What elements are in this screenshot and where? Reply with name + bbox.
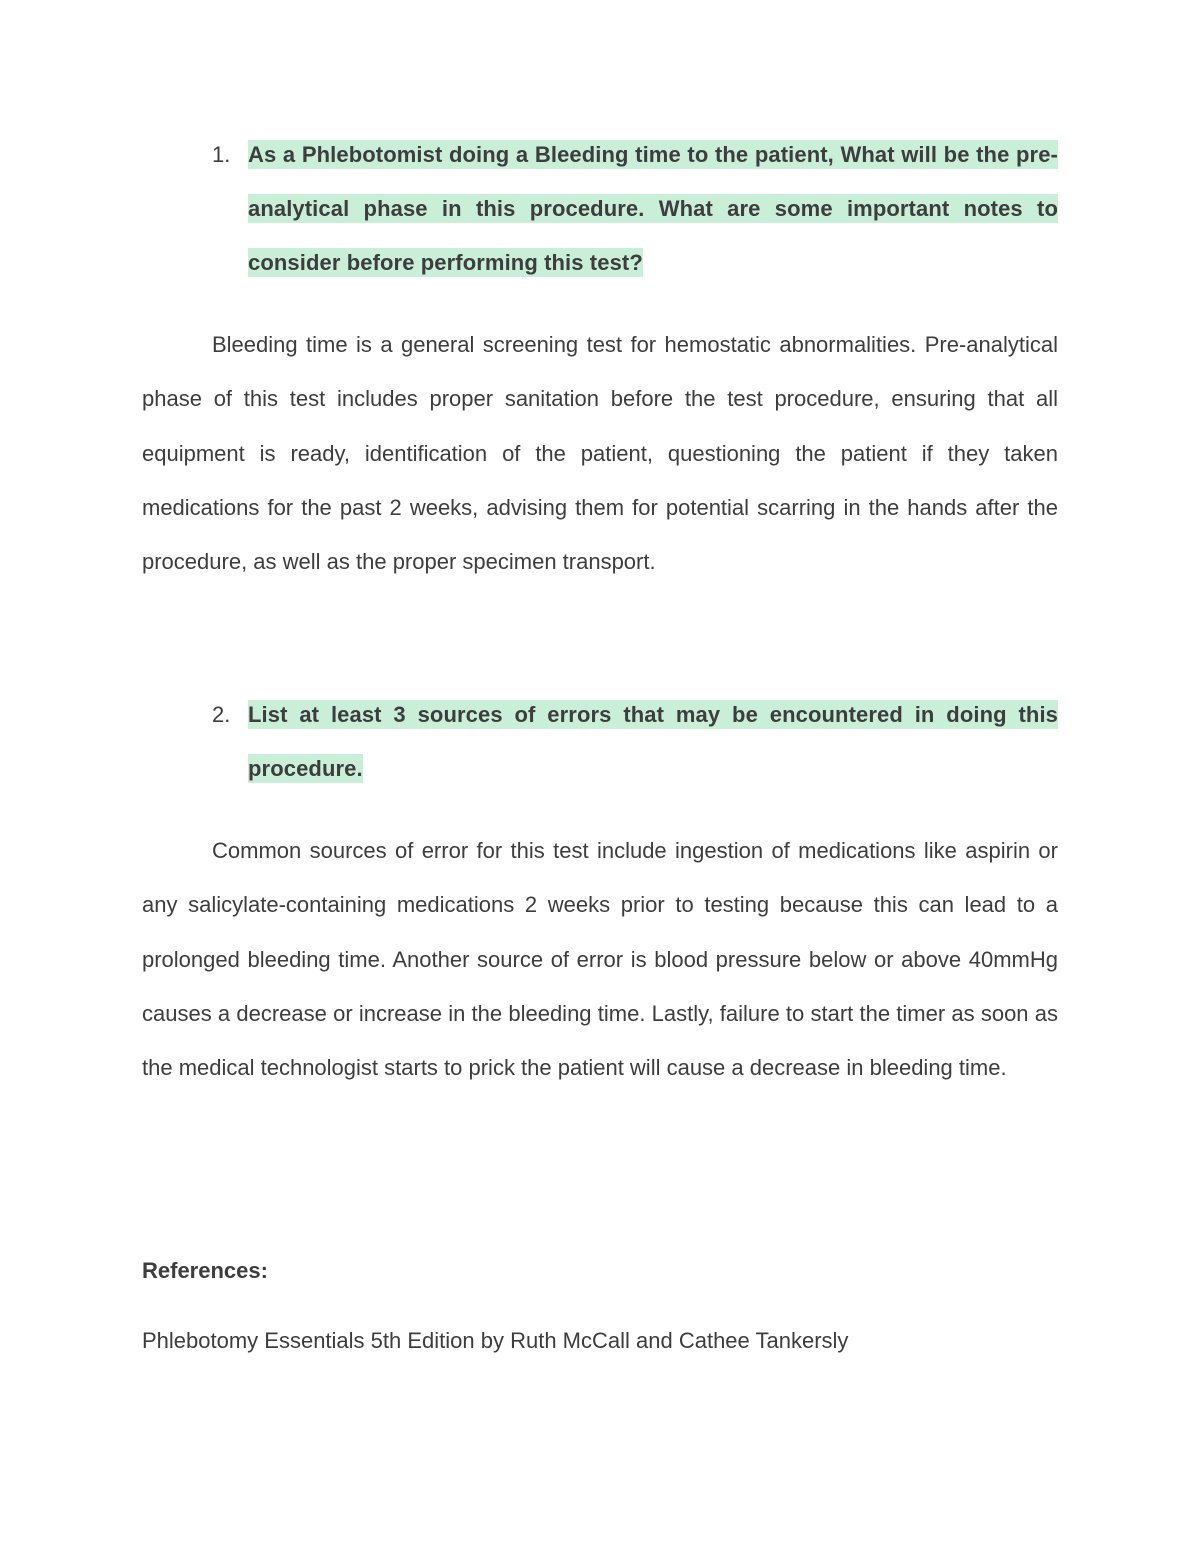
reference-item: Phlebotomy Essentials 5th Edition by Ruth McCall and Cathee Tankersly xyxy=(142,1328,849,1353)
question-2 xyxy=(142,688,1058,796)
question-text xyxy=(248,688,1058,796)
question-text xyxy=(248,128,1058,290)
question-highlight: As a Phlebotomist doing a Bleeding time to the patient, What will be the pre-analytical phase in this procedure. What are some important notes to consider before performing this test? xyxy=(248,142,1058,275)
answer-2: Common sources of error for this test include ingestion of medications like aspirin or any salicylate-containing medications 2 weeks prior to testing because this can lead to a prolonged bleeding time. Another source of error is blood pressure below or above 40mmHg causes a decrease or increase in the bleeding time. Lastly, failure to start the timer as soon as the medical technologist starts to prick the patient will cause a decrease in bleeding time. xyxy=(142,838,1058,1081)
references-heading: References: xyxy=(142,1258,268,1283)
question-number: 2. xyxy=(212,702,231,727)
answer-1: Bleeding time is a general screening test for hemostatic abnormalities. Pre-analytical phase of this test includes proper sanitation before the test procedure, ensuring that all equipment is ready, identification of the patient, questioning the patient if they taken medications for the past 2 weeks, advising them for potential scarring in the hands after the procedure, as well as the proper specimen transport. xyxy=(142,332,1058,575)
question-1 xyxy=(142,128,1058,290)
question-highlight: List at least 3 sources of errors that may be encountered in doing this procedure. xyxy=(248,702,1058,781)
question-number: 1. xyxy=(212,142,231,167)
